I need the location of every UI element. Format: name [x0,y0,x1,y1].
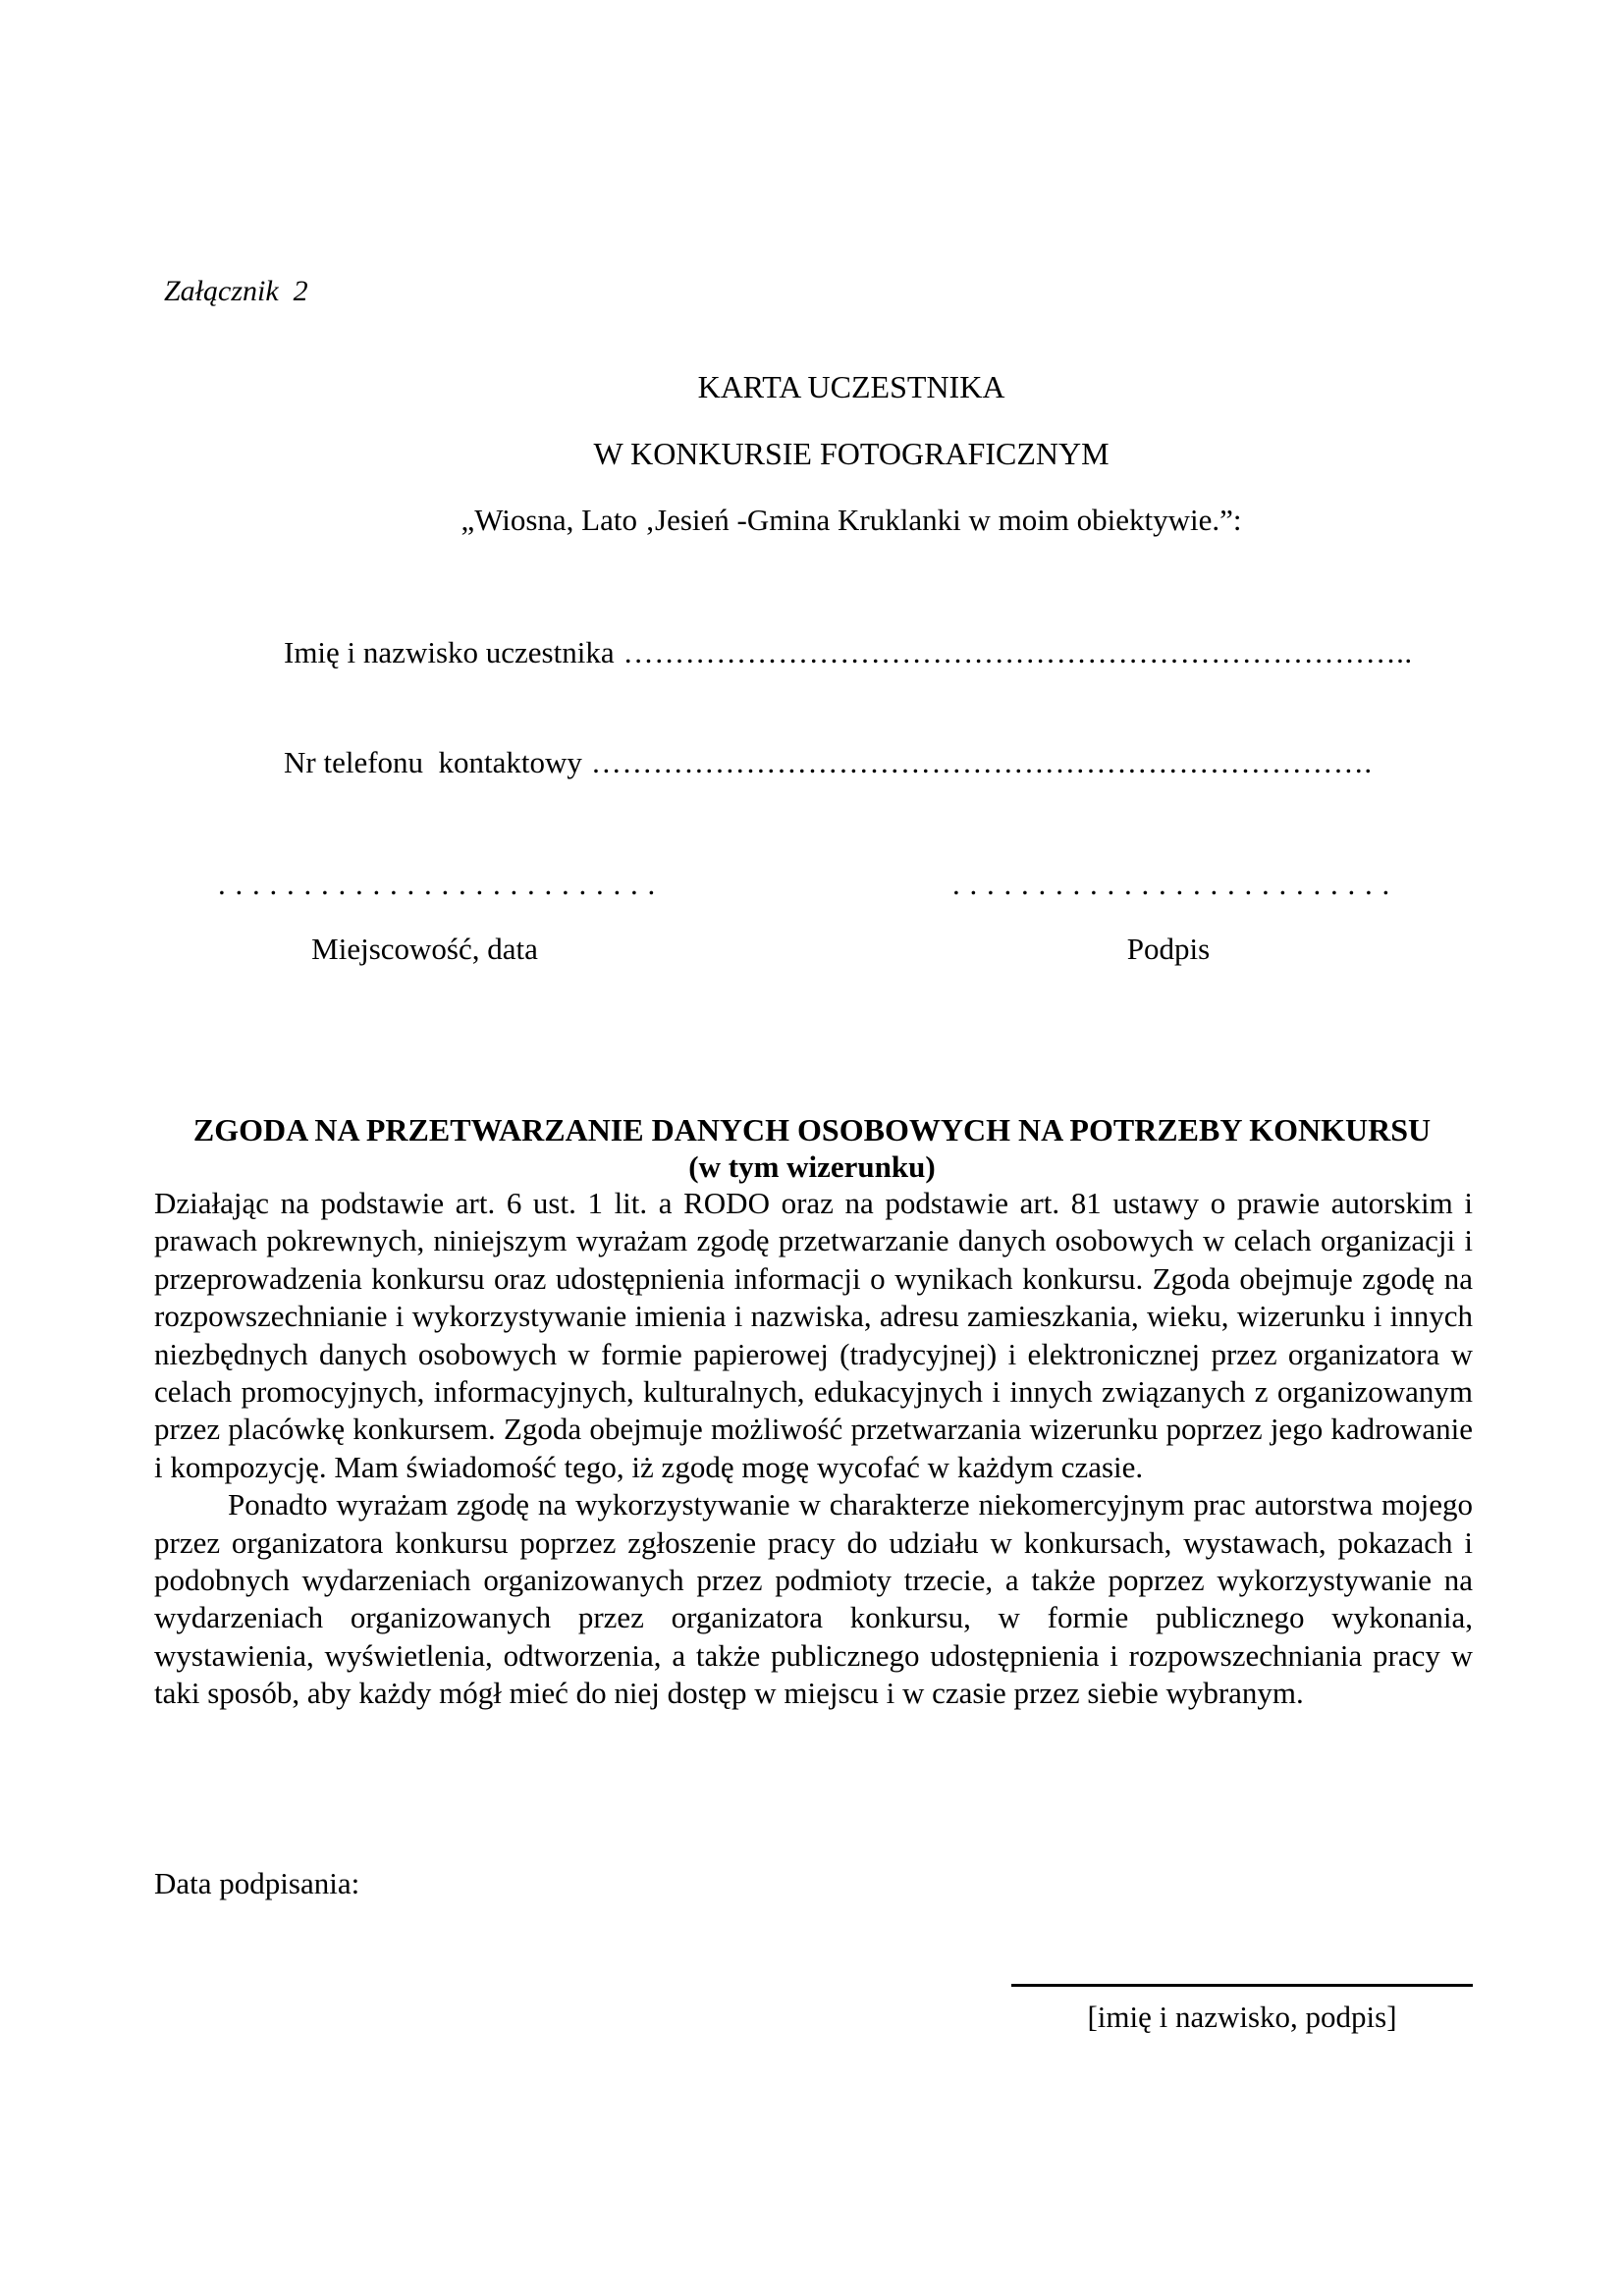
signature-line [1011,1984,1473,1987]
signing-date-label: Data podpisania: [154,1866,360,1900]
consent-subheading: (w tym wizerunku) [688,1149,936,1184]
consent-paragraph-1: Działając na podstawie art. 6 ust. 1 lit. a RODO oraz na podstawie art. 81 ustawy o prawie autorskim i prawach pokrewnych, niniejszym wyrażam zgodę przetwarzanie danych osobowych w celach organizacji i przeprowadzenia konkursu oraz udostępnienia informacji o wynikach konkursu. Zgoda obejmuje zgodę na rozpowszechnianie i wykorzystywanie imienia i nazwiska, adresu zamieszkania, wieku, wizerunku i innych niezbędnych danych osobowych w formie papierowej (tradycyjnej) i elektronicznej przez organizatora w celach promocyjnych, informacyjnych, kulturalnych, edukacyjnych i innych związanych z organizowanym przez placówkę konkursem. Zgoda obejmuje możliwość przetwarzania wizerunku poprzez jego kadrowanie i kompozycję. Mam świadomość tego, iż zgodę mogę wycofać w każdym czasie. [154,1186,1473,1484]
participant-name-field [253,597,1413,709]
consent-heading: ZGODA NA PRZETWARZANIE DANYCH OSOBOWYCH NA POTRZEBY KONKURSU [192,1112,1432,1148]
doc-subtitle: W KONKURSIE FOTOGRAFICZNYM [593,436,1110,471]
place-date-blank: . . . . . . . . . . . . . . . . . . . . . . . . . . [218,867,656,901]
consent-body [154,1185,1473,1713]
signature-caption: [imię i nazwisko, podpis] [1087,2000,1397,2034]
phone-blank: …………………………………………………………………. [590,745,1373,779]
attachment-label: Załącznik 2 [164,275,308,307]
signature-label: Podpis [1126,932,1211,966]
place-date-label: Miejscowość, data [311,932,538,966]
signature-blank: . . . . . . . . . . . . . . . . . . . . . . . . . . [952,867,1390,901]
consent-paragraph-2: Ponadto wyrażam zgodę na wykorzystywanie w charakterze niekomercyjnym prac autorstwa mojego przez organizatora konkursu poprzez zgłoszenie pracy do udziału w konkursach, wystawach, pokazach i podobnych wydarzeniach organizowanych przez podmioty trzecie, a także poprzez wykorzystywanie na wydarzeniach organizowanych przez organizatora konkursu, w formie publicznego wykonania, wystawienia, wyświetlenia, odtworzenia, a także publicznego udostępnienia i rozpowszechniania pracy w taki sposób, aby każdy mógł mieć do niej dostęp w miejscu i w czasie przez siebie wybranym. [154,1487,1473,1711]
phone-label: Nr telefonu kontaktowy [284,745,582,779]
participant-name-label: Imię i nazwisko uczestnika [284,635,615,669]
phone-field [253,707,1373,819]
doc-theme-line: „Wiosna, Lato ‚Jesień -Gmina Kruklanki w moim obiektywie.”: [460,503,1242,537]
participant-name-blank: ………………………………………………………………….. [623,635,1413,669]
doc-title: KARTA UCZESTNIKA [697,369,1005,404]
